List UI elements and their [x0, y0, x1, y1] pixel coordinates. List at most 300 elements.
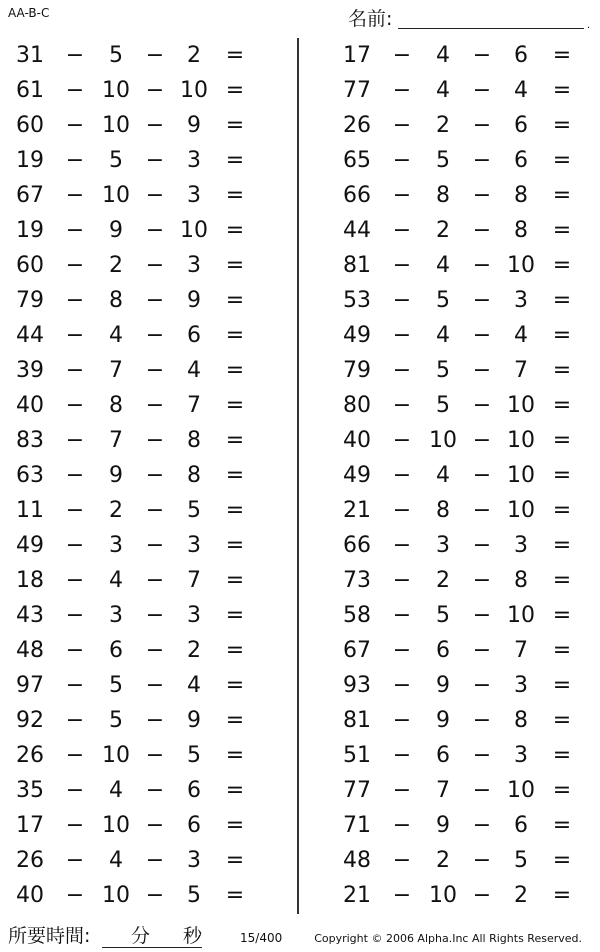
subtrahend-2: 3 [514, 673, 528, 698]
problem-row [327, 808, 600, 843]
minuend: 19 [16, 218, 44, 243]
equals-sign: = [552, 78, 572, 103]
subtrahend-1: 10 [102, 883, 130, 908]
equals-sign: = [552, 288, 572, 313]
minus-sign: − [65, 673, 85, 698]
equals-sign: = [225, 743, 245, 768]
subtrahend-2: 5 [187, 743, 201, 768]
subtrahend-1: 10 [429, 883, 457, 908]
equals-sign: = [552, 638, 572, 663]
problem-row [0, 283, 280, 318]
subtrahend-2: 2 [514, 883, 528, 908]
minuend: 81 [343, 708, 371, 733]
minuend: 21 [343, 883, 371, 908]
minus-sign: − [145, 113, 165, 138]
problem-row [0, 703, 280, 738]
minus-sign: − [392, 603, 412, 628]
equals-sign: = [225, 183, 245, 208]
subtrahend-1: 10 [102, 813, 130, 838]
problem-row [0, 563, 280, 598]
minus-sign: − [65, 288, 85, 313]
minuend: 49 [343, 323, 371, 348]
minus-sign: − [65, 568, 85, 593]
left-problem-column [0, 38, 280, 913]
problem-row [327, 493, 600, 528]
subtrahend-1: 5 [109, 673, 123, 698]
minuend: 44 [16, 323, 44, 348]
minuend: 60 [16, 113, 44, 138]
subtrahend-2: 10 [180, 218, 208, 243]
minuend: 35 [16, 778, 44, 803]
minus-sign: − [65, 428, 85, 453]
minuend: 80 [343, 393, 371, 418]
minus-sign: − [65, 463, 85, 488]
problem-row [327, 738, 600, 773]
minuend: 44 [343, 218, 371, 243]
minuend: 11 [16, 498, 44, 523]
problem-row [0, 178, 280, 213]
minus-sign: − [65, 813, 85, 838]
equals-sign: = [552, 463, 572, 488]
subtrahend-1: 2 [109, 498, 123, 523]
subtrahend-2: 6 [187, 813, 201, 838]
minus-sign: − [392, 393, 412, 418]
minus-sign: − [472, 498, 492, 523]
minuend: 79 [16, 288, 44, 313]
minus-sign: − [472, 218, 492, 243]
minus-sign: − [472, 288, 492, 313]
minus-sign: − [392, 813, 412, 838]
problem-row [327, 213, 600, 248]
minuend: 67 [16, 183, 44, 208]
subtrahend-2: 6 [514, 813, 528, 838]
minuend: 81 [343, 253, 371, 278]
subtrahend-1: 2 [436, 218, 450, 243]
problem-row [327, 38, 600, 73]
subtrahend-2: 8 [187, 428, 201, 453]
subtrahend-1: 10 [102, 183, 130, 208]
problem-row [0, 353, 280, 388]
minus-sign: − [65, 778, 85, 803]
subtrahend-2: 7 [514, 638, 528, 663]
problem-row [0, 108, 280, 143]
problem-row [327, 248, 600, 283]
minus-sign: − [65, 323, 85, 348]
minus-sign: − [145, 813, 165, 838]
subtrahend-2: 10 [507, 498, 535, 523]
column-divider [297, 38, 299, 914]
minus-sign: − [472, 148, 492, 173]
minus-sign: − [65, 743, 85, 768]
equals-sign: = [552, 393, 572, 418]
subtrahend-1: 4 [436, 43, 450, 68]
minus-sign: − [472, 253, 492, 278]
subtrahend-2: 3 [514, 743, 528, 768]
minus-sign: − [65, 883, 85, 908]
minuend: 60 [16, 253, 44, 278]
subtrahend-1: 9 [436, 813, 450, 838]
problem-row [0, 318, 280, 353]
minus-sign: − [472, 778, 492, 803]
minus-sign: − [145, 148, 165, 173]
subtrahend-1: 8 [436, 183, 450, 208]
equals-sign: = [225, 778, 245, 803]
equals-sign: = [552, 883, 572, 908]
subtrahend-1: 9 [436, 673, 450, 698]
subtrahend-1: 3 [109, 603, 123, 628]
equals-sign: = [552, 533, 572, 558]
equals-sign: = [225, 813, 245, 838]
minuend: 53 [343, 288, 371, 313]
subtrahend-2: 8 [514, 708, 528, 733]
equals-sign: = [552, 743, 572, 768]
minus-sign: − [65, 638, 85, 663]
problem-row [327, 283, 600, 318]
equals-sign: = [225, 673, 245, 698]
problem-row [0, 38, 280, 73]
minus-sign: − [472, 113, 492, 138]
minuend: 31 [16, 43, 44, 68]
equals-sign: = [225, 358, 245, 383]
minuend: 48 [16, 638, 44, 663]
problem-row [0, 248, 280, 283]
minuend: 71 [343, 813, 371, 838]
subtrahend-1: 7 [436, 778, 450, 803]
minus-sign: − [392, 288, 412, 313]
equals-sign: = [552, 253, 572, 278]
subtrahend-2: 8 [514, 568, 528, 593]
minuend: 61 [16, 78, 44, 103]
minus-sign: − [392, 848, 412, 873]
equals-sign: = [552, 43, 572, 68]
subtrahend-1: 5 [436, 358, 450, 383]
problem-row [0, 598, 280, 633]
minus-sign: − [65, 253, 85, 278]
minus-sign: − [65, 708, 85, 733]
minus-sign: − [472, 428, 492, 453]
subtrahend-2: 10 [507, 463, 535, 488]
subtrahend-2: 3 [187, 848, 201, 873]
subtrahend-1: 10 [102, 113, 130, 138]
minus-sign: − [392, 428, 412, 453]
minus-sign: − [145, 568, 165, 593]
problem-row [327, 143, 600, 178]
minus-sign: − [145, 638, 165, 663]
minus-sign: − [392, 113, 412, 138]
subtrahend-1: 5 [436, 288, 450, 313]
minuend: 26 [343, 113, 371, 138]
subtrahend-2: 10 [180, 78, 208, 103]
problem-row [0, 388, 280, 423]
minus-sign: − [472, 673, 492, 698]
equals-sign: = [225, 148, 245, 173]
equals-sign: = [225, 288, 245, 313]
subtrahend-1: 3 [109, 533, 123, 558]
subtrahend-1: 6 [436, 743, 450, 768]
minus-sign: − [65, 78, 85, 103]
subtrahend-2: 8 [187, 463, 201, 488]
subtrahend-1: 5 [109, 43, 123, 68]
minuend: 19 [16, 148, 44, 173]
minus-sign: − [392, 778, 412, 803]
equals-sign: = [225, 708, 245, 733]
minuend: 97 [16, 673, 44, 698]
equals-sign: = [552, 813, 572, 838]
subtrahend-1: 8 [436, 498, 450, 523]
copyright-notice: Copyright © 2006 Alpha.Inc All Rights Reserved. [314, 932, 582, 945]
subtrahend-2: 7 [187, 393, 201, 418]
subtrahend-1: 5 [436, 148, 450, 173]
problem-row [327, 458, 600, 493]
minus-sign: − [145, 673, 165, 698]
equals-sign: = [552, 323, 572, 348]
minus-sign: − [392, 78, 412, 103]
minus-sign: − [472, 813, 492, 838]
problem-row [0, 738, 280, 773]
subtrahend-1: 8 [109, 393, 123, 418]
minus-sign: − [472, 883, 492, 908]
minus-sign: − [65, 113, 85, 138]
minus-sign: − [65, 218, 85, 243]
problem-row [0, 493, 280, 528]
minus-sign: − [392, 218, 412, 243]
equals-sign: = [225, 568, 245, 593]
minus-sign: − [392, 43, 412, 68]
minus-sign: − [65, 848, 85, 873]
equals-sign: = [225, 848, 245, 873]
subtrahend-2: 8 [514, 218, 528, 243]
subtrahend-1: 9 [109, 218, 123, 243]
equals-sign: = [552, 708, 572, 733]
minus-sign: − [65, 148, 85, 173]
minuend: 93 [343, 673, 371, 698]
problem-row [0, 143, 280, 178]
subtrahend-1: 2 [109, 253, 123, 278]
minuend: 26 [16, 743, 44, 768]
subtrahend-2: 2 [187, 638, 201, 663]
minus-sign: − [145, 498, 165, 523]
equals-sign: = [225, 638, 245, 663]
minus-sign: − [472, 568, 492, 593]
subtrahend-2: 9 [187, 288, 201, 313]
minus-sign: − [145, 393, 165, 418]
subtrahend-1: 9 [109, 463, 123, 488]
equals-sign: = [552, 358, 572, 383]
subtrahend-2: 10 [507, 603, 535, 628]
minus-sign: − [472, 463, 492, 488]
subtrahend-2: 6 [514, 113, 528, 138]
minus-sign: − [392, 708, 412, 733]
problem-row [327, 598, 600, 633]
subtrahend-2: 6 [187, 778, 201, 803]
equals-sign: = [552, 148, 572, 173]
time-required-label: 所要時間: [8, 925, 91, 947]
problem-row [327, 318, 600, 353]
minutes-label: 分 [131, 925, 151, 947]
equals-sign: = [225, 533, 245, 558]
minus-sign: − [392, 148, 412, 173]
minuend: 51 [343, 743, 371, 768]
minus-sign: − [145, 218, 165, 243]
minus-sign: − [472, 323, 492, 348]
subtrahend-1: 3 [436, 533, 450, 558]
minus-sign: − [65, 358, 85, 383]
minuend: 49 [16, 533, 44, 558]
subtrahend-2: 6 [187, 323, 201, 348]
equals-sign: = [225, 428, 245, 453]
minus-sign: − [65, 393, 85, 418]
minus-sign: − [392, 673, 412, 698]
right-problem-column [327, 38, 600, 913]
minus-sign: − [65, 498, 85, 523]
subtrahend-2: 3 [187, 148, 201, 173]
seconds-label: 秒 [183, 925, 203, 947]
minus-sign: − [145, 743, 165, 768]
equals-sign: = [225, 253, 245, 278]
subtrahend-2: 4 [514, 78, 528, 103]
subtrahend-1: 4 [109, 323, 123, 348]
problem-row [327, 843, 600, 878]
subtrahend-1: 4 [109, 568, 123, 593]
problem-row [0, 423, 280, 458]
subtrahend-2: 5 [514, 848, 528, 873]
minuend: 17 [343, 43, 371, 68]
minuend: 77 [343, 778, 371, 803]
equals-sign: = [552, 218, 572, 243]
subtrahend-1: 2 [436, 848, 450, 873]
minus-sign: − [392, 463, 412, 488]
minuend: 65 [343, 148, 371, 173]
minus-sign: − [145, 778, 165, 803]
subtrahend-1: 10 [102, 78, 130, 103]
subtrahend-1: 2 [436, 113, 450, 138]
problem-row [0, 843, 280, 878]
minus-sign: − [145, 848, 165, 873]
minus-sign: − [392, 183, 412, 208]
problem-row [327, 353, 600, 388]
subtrahend-1: 4 [109, 848, 123, 873]
subtrahend-1: 2 [436, 568, 450, 593]
subtrahend-1: 5 [109, 708, 123, 733]
footer [0, 922, 600, 952]
minuend: 92 [16, 708, 44, 733]
minus-sign: − [145, 43, 165, 68]
problem-row [0, 213, 280, 248]
subtrahend-1: 5 [436, 393, 450, 418]
subtrahend-1: 7 [109, 358, 123, 383]
minus-sign: − [472, 743, 492, 768]
minuend: 83 [16, 428, 44, 453]
subtrahend-2: 10 [507, 253, 535, 278]
minus-sign: − [472, 638, 492, 663]
problem-row [0, 878, 280, 913]
problem-row [327, 633, 600, 668]
subtrahend-2: 3 [187, 533, 201, 558]
problem-row [327, 703, 600, 738]
minus-sign: − [392, 323, 412, 348]
subtrahend-1: 4 [436, 78, 450, 103]
equals-sign: = [225, 463, 245, 488]
minuend: 40 [343, 428, 371, 453]
equals-sign: = [552, 498, 572, 523]
minus-sign: − [145, 428, 165, 453]
subtrahend-2: 7 [187, 568, 201, 593]
minuend: 73 [343, 568, 371, 593]
subtrahend-2: 5 [187, 883, 201, 908]
minus-sign: − [145, 358, 165, 383]
minus-sign: − [145, 183, 165, 208]
problem-row [0, 73, 280, 108]
subtrahend-1: 4 [109, 778, 123, 803]
problem-row [327, 878, 600, 913]
name-field [348, 6, 590, 32]
subtrahend-1: 7 [109, 428, 123, 453]
minuend: 18 [16, 568, 44, 593]
worksheet-code: AA-B-C [8, 6, 50, 20]
equals-sign: = [225, 113, 245, 138]
problem-row [327, 773, 600, 808]
equals-sign: = [225, 43, 245, 68]
subtrahend-1: 5 [109, 148, 123, 173]
minus-sign: − [392, 568, 412, 593]
equals-sign: = [552, 568, 572, 593]
name-blank-line [398, 28, 584, 29]
minus-sign: − [472, 708, 492, 733]
problem-row [327, 388, 600, 423]
subtrahend-1: 4 [436, 323, 450, 348]
page-number: 15/400 [240, 931, 283, 945]
minuend: 43 [16, 603, 44, 628]
problem-row [0, 633, 280, 668]
problem-row [327, 108, 600, 143]
problem-row [327, 668, 600, 703]
subtrahend-1: 6 [109, 638, 123, 663]
problem-row [0, 808, 280, 843]
minus-sign: − [472, 43, 492, 68]
subtrahend-2: 4 [187, 358, 201, 383]
minuend: 77 [343, 78, 371, 103]
minus-sign: − [145, 288, 165, 313]
equals-sign: = [225, 498, 245, 523]
subtrahend-1: 9 [436, 708, 450, 733]
minus-sign: − [392, 883, 412, 908]
subtrahend-2: 9 [187, 113, 201, 138]
subtrahend-2: 4 [514, 323, 528, 348]
subtrahend-2: 7 [514, 358, 528, 383]
equals-sign: = [552, 603, 572, 628]
minus-sign: − [145, 603, 165, 628]
minus-sign: − [392, 358, 412, 383]
minus-sign: − [392, 743, 412, 768]
minus-sign: − [145, 883, 165, 908]
equals-sign: = [225, 393, 245, 418]
subtrahend-2: 9 [187, 708, 201, 733]
subtrahend-2: 8 [514, 183, 528, 208]
minus-sign: − [145, 708, 165, 733]
subtrahend-2: 3 [514, 533, 528, 558]
subtrahend-1: 6 [436, 638, 450, 663]
minus-sign: − [472, 393, 492, 418]
subtrahend-1: 4 [436, 253, 450, 278]
minuend: 26 [16, 848, 44, 873]
minuend: 63 [16, 463, 44, 488]
minuend: 17 [16, 813, 44, 838]
minus-sign: − [65, 603, 85, 628]
subtrahend-2: 3 [187, 603, 201, 628]
equals-sign: = [225, 603, 245, 628]
subtrahend-1: 8 [109, 288, 123, 313]
equals-sign: = [225, 218, 245, 243]
